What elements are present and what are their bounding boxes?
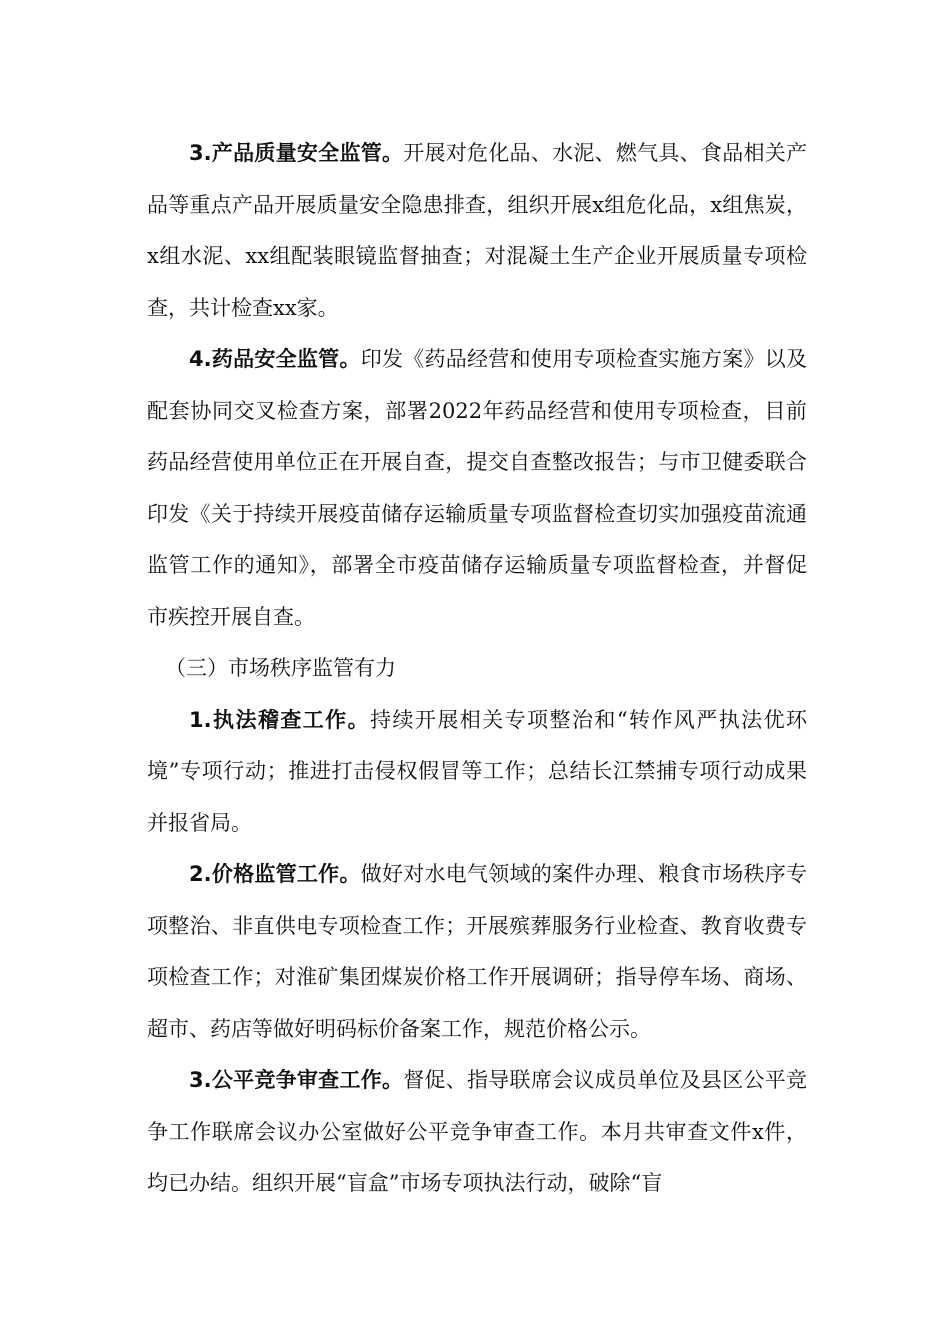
paragraph-heading: 3.公平竞争审查工作。: [189, 1068, 404, 1092]
paragraph-text: 印发《药品经营和使用专项检查实施方案》以及配套协同交叉检查方案，部署2022年药品经营和使用专项检查，目前药品经营使用单位正在开展自查，提交自查整改报告；与市卫健委联合印发《关于持续开展疫苗储存运输质量专项监督检查切实加强疫苗流通监管工作的通知》，部署全市疫苗储存运输质量专项监督检查，并督促市疾控开展自查。: [147, 347, 808, 629]
paragraph-text: 做好对水电气领域的案件办理、粮食市场秩序专项整治、非直供电专项检查工作；开展殡葬服务行业检查、教育收费专项检查工作；对淮矿集团煤炭价格工作开展调研；指导停车场、商场、超市、药店等做好明码标价备案工作，规范价格公示。: [147, 862, 808, 1041]
paragraph-fair-competition: [147, 1055, 807, 1210]
paragraph-heading: 3.产品质量安全监管。: [189, 141, 404, 165]
paragraph-text: 持续开展相关专项整治和“转作风严执法优环境”专项行动；推进打击侵权假冒等工作；总结长江禁捕专项行动成果并报省局。: [147, 707, 808, 835]
paragraph-heading: 4.药品安全监管。: [189, 347, 361, 371]
paragraph-text: 督促、指导联席会议成员单位及县区公平竞争工作联席会议办公室做好公平竞争审查工作。本月共审查文件x件，均已办结。组织开展“盲盒”市场专项执法行动，破除“盲: [147, 1068, 807, 1195]
document-body: [147, 128, 807, 1210]
paragraph-price-supervision: [147, 849, 807, 1055]
paragraph-drug-safety: [147, 334, 807, 643]
paragraph-heading: 2.价格监管工作。: [189, 862, 361, 886]
section-title: （三）市场秩序监管有力: [165, 656, 396, 680]
paragraph-law-enforcement: [147, 695, 807, 850]
paragraph-heading: 1.执法稽查工作。: [189, 707, 371, 732]
paragraph-text: 开展对危化品、水泥、燃气具、食品相关产品等重点产品开展质量安全隐患排查，组织开展x组危化品，x组焦炭，x组水泥、xx组配装眼镜监督抽查；对混凝土生产企业开展质量专项检查，共计检查xx家。: [147, 141, 807, 320]
paragraph-product-quality: [147, 128, 807, 334]
